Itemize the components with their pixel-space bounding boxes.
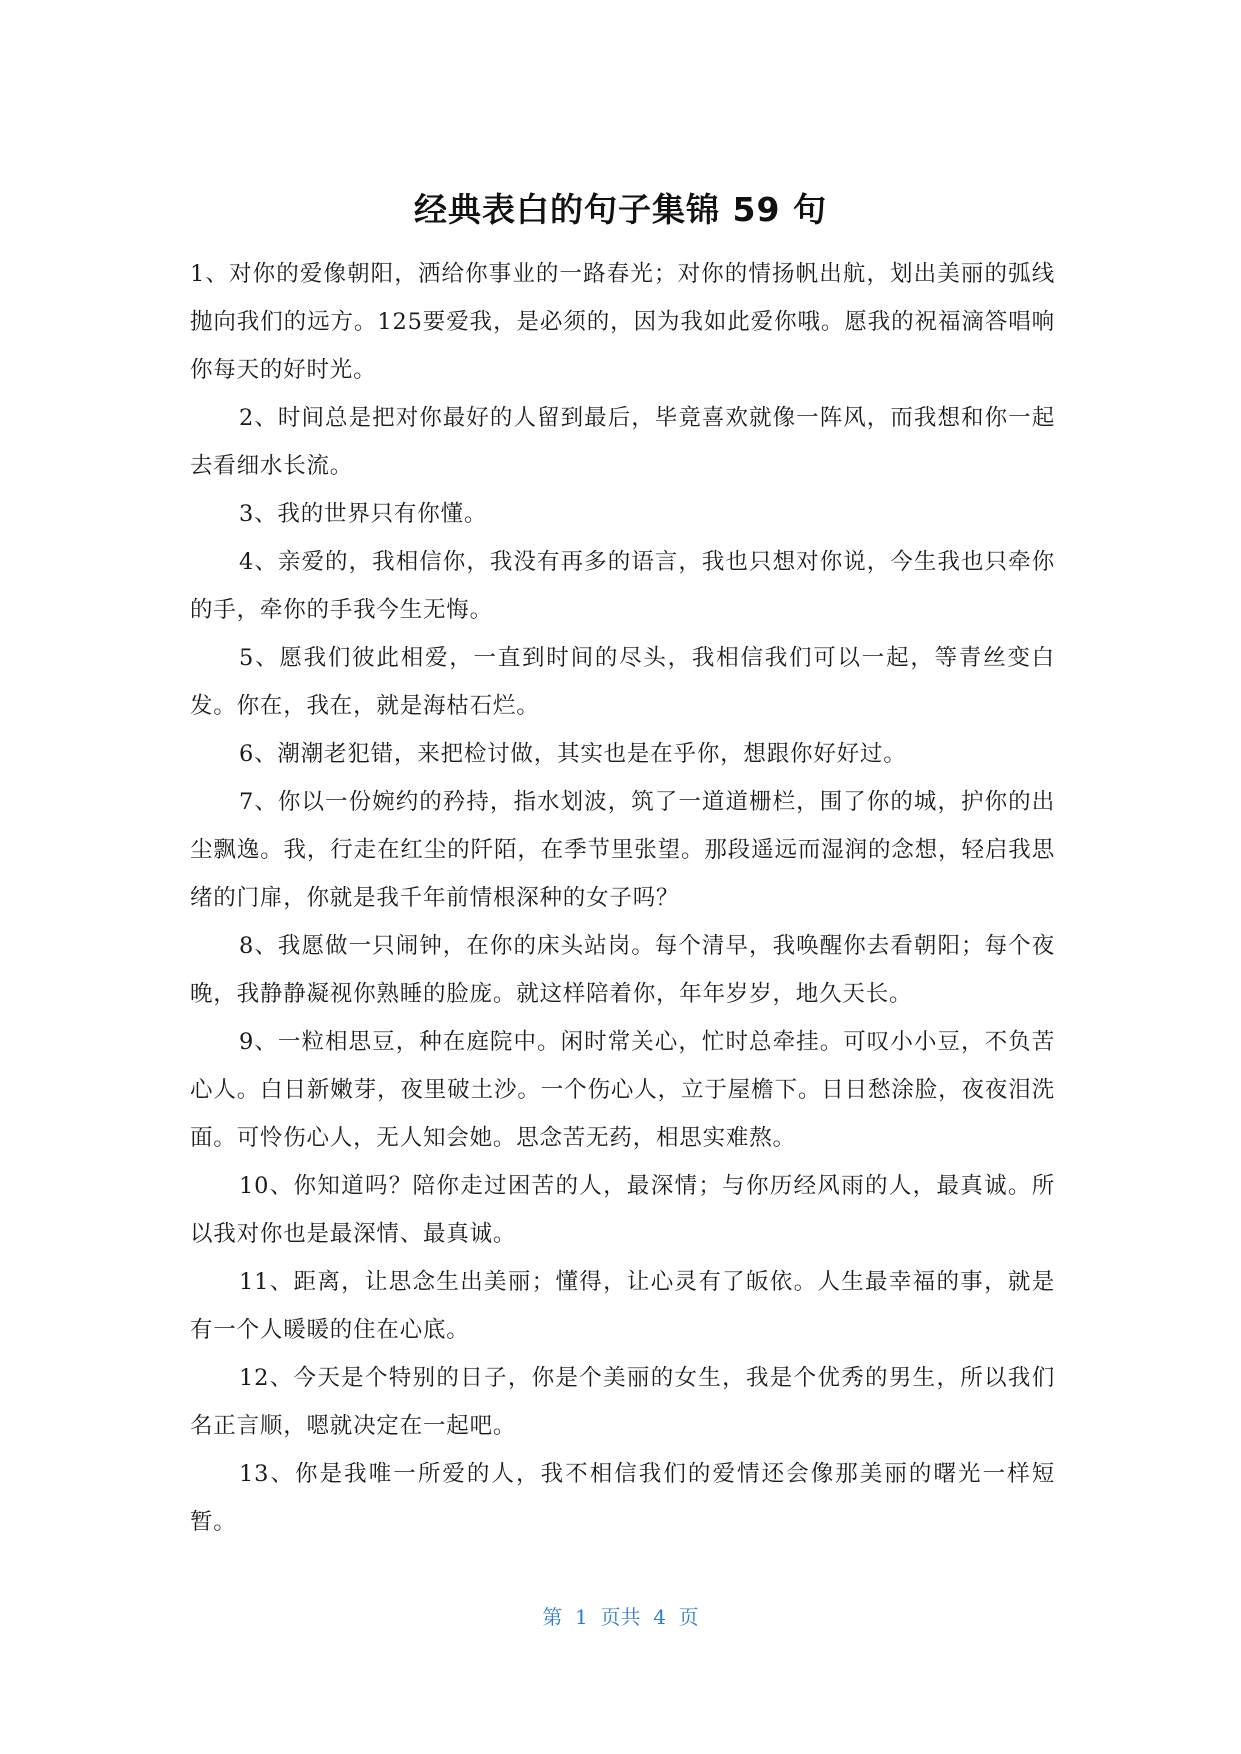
paragraph-5: 5、愿我们彼此相爱，一直到时间的尽头，我相信我们可以一起，等青丝变白发。你在，我在，就是海枯石烂。 <box>190 645 1055 719</box>
paragraph-7: 7、你以一份婉约的矜持，指水划波，筑了一道道栅栏，围了你的城，护你的出尘飘逸。我，行走在红尘的阡陌，在季节里张望。那段遥远而湿润的念想，轻启我思绪的门扉，你就是我千年前情根深种的女子吗？ <box>190 789 1055 911</box>
paragraph-6: 6、潮潮老犯错，来把检讨做，其实也是在乎你，想跟你好好过。 <box>239 741 907 767</box>
document-title: 经典表白的句子集锦 59 句 <box>414 190 827 229</box>
paragraph-12: 12、今天是个特别的日子，你是个美丽的女生，我是个优秀的男生，所以我们名正言顺，嗯就决定在一起吧。 <box>190 1365 1055 1439</box>
paragraph-10: 10、你知道吗？陪你走过困苦的人，最深情；与你历经风雨的人，最真诚。所以我对你也是最深情、最真诚。 <box>190 1173 1055 1247</box>
paragraph-1: 1、对你的爱像朝阳，洒给你事业的一路春光；对你的情扬帆出航，划出美丽的弧线抛向我们的远方。125要爱我，是必须的，因为我如此爱你哦。愿我的祝福滴答唱响你每天的好时光。 <box>190 261 1055 383</box>
paragraph-8: 8、我愿做一只闹钟，在你的床头站岗。每个清早，我唤醒你去看朝阳；每个夜晚，我静静凝视你熟睡的脸庞。就这样陪着你，年年岁岁，地久天长。 <box>190 933 1055 1007</box>
document-body <box>190 250 1055 1546</box>
paragraph-11: 11、距离，让思念生出美丽；懂得，让心灵有了皈依。人生最幸福的事，就是有一个人暖暖的住在心底。 <box>190 1269 1055 1343</box>
paragraph-4: 4、亲爱的，我相信你，我没有再多的语言，我也只想对你说，今生我也只牵你的手，牵你的手我今生无悔。 <box>190 549 1055 623</box>
paragraph-2: 2、时间总是把对你最好的人留到最后，毕竟喜欢就像一阵风，而我想和你一起去看细水长流。 <box>190 405 1055 479</box>
paragraph-9: 9、一粒相思豆，种在庭院中。闲时常关心，忙时总牵挂。可叹小小豆，不负苦心人。白日新嫩芽，夜里破土沙。一个伤心人，立于屋檐下。日日愁涂脸，夜夜泪洗面。可怜伤心人，无人知会她。思念苦无药，相思实难熬。 <box>190 1029 1055 1151</box>
paragraph-13: 13、你是我唯一所爱的人，我不相信我们的爱情还会像那美丽的曙光一样短暂。 <box>190 1461 1055 1535</box>
page-number-footer: 第 1 页共 4 页 <box>542 1605 699 1629</box>
paragraph-3: 3、我的世界只有你懂。 <box>239 501 488 527</box>
